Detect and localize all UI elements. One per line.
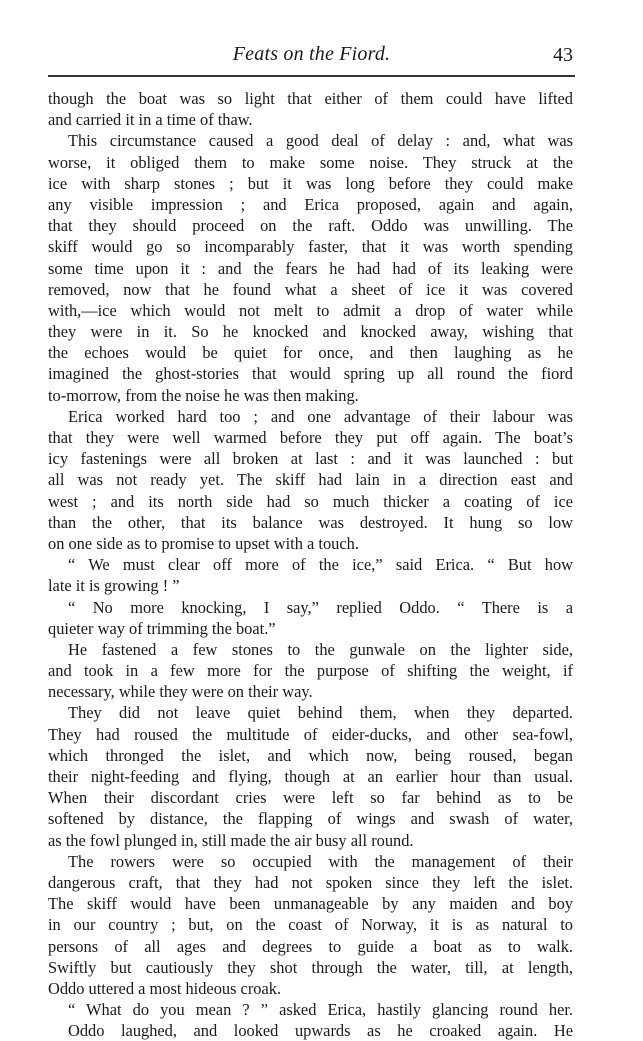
text-line: “ We must clear off more of the ice,” said Erica. “ But how (68, 555, 573, 575)
text-line: though the boat was so light that either of them could have lifted (48, 89, 573, 108)
text-line: This circumstance caused a good deal of delay : and, what was (68, 131, 573, 151)
text-line: “ No more knocking, I say,” replied Oddo. “ There is a (68, 597, 573, 617)
text-line: and carried it in a time of thaw. (48, 110, 253, 130)
text-line: with,—ice which would not melt to admit a drop of water while (48, 300, 573, 320)
text-line: and took in a few more for the purpose of shifting the weight, if (48, 661, 573, 681)
text-line: Swiftly but cautiously they shot through the water, till, at length, (48, 957, 573, 977)
text-line: removed, now that he found what a sheet of ice it was covered (48, 279, 573, 299)
header-rule (48, 75, 575, 77)
text-line: He fastened a few stones to the gunwale on the lighter side, (68, 639, 573, 659)
page-number: 43 (553, 44, 573, 66)
text-line: west ; and its north side had so much thicker a coating of ice (48, 491, 573, 511)
text-line: When their discordant cries were left so far behind as to be (48, 788, 573, 808)
text-line: that they should proceed on the raft. Oddo was unwilling. The (48, 216, 573, 236)
text-line: in our country ; but, on the coast of Norway, it is as natural to (48, 915, 573, 935)
text-line: late it is growing ! ” (48, 576, 180, 596)
text-line: the echoes would be quiet for once, and then laughing as he (48, 343, 573, 363)
text-line: ice with sharp stones ; but it was long before they could make (48, 173, 573, 193)
page-header (48, 40, 575, 80)
text-line: The rowers were so occupied with the management of their (68, 851, 573, 871)
text-line: quieter way of trimming the boat.” (48, 618, 276, 638)
text-line: necessary, while they were on their way. (48, 682, 313, 702)
text-line: The skiff would have been unmanageable by any maiden and boy (48, 894, 573, 914)
text-line: softened by distance, the flapping of wings and swash of water, (48, 809, 573, 829)
text-line: dangerous craft, that they had not spoken since they left the islet. (48, 872, 573, 892)
text-line: Erica worked hard too ; and one advantage of their labour was (68, 406, 573, 426)
text-line: Oddo laughed, and looked upwards as he croaked again. He (68, 1021, 573, 1041)
text-line: than the other, that its balance was destroyed. It hung so low (48, 512, 573, 532)
text-line: Oddo uttered a most hideous croak. (48, 978, 282, 998)
text-line: some time upon it : and the fears he had had of its leaking were (48, 258, 573, 278)
text-line: “ What do you mean ? ” asked Erica, hastily glancing round her. (68, 1000, 573, 1020)
text-line: They had roused the multitude of eider-ducks, and other sea-fowl, (48, 724, 573, 744)
text-line: skiff would go so incomparably faster, that it was worth spending (48, 237, 573, 257)
text-line: They did not leave quiet behind them, when they departed. (68, 703, 573, 723)
text-line: their night-feeding and flying, though at an earlier hour than usual. (48, 767, 573, 786)
running-head: Feats on the Fiord. (232, 43, 391, 65)
text-line: that they were well warmed before they put off again. The boat’s (48, 428, 573, 447)
text-line: on one side as to promise to upset with a touch. (48, 533, 359, 553)
text-line: persons of all ages and degrees to guide a boat as to walk. (48, 936, 573, 956)
text-line: they were in it. So he knocked and knocked away, wishing that (48, 322, 573, 342)
text-line: imagined the ghost-stories that would spring up all round the fiord (48, 364, 573, 384)
text-line: any visible impression ; and Erica proposed, again and again, (48, 194, 573, 214)
text-line: to-morrow, from the noise he was then making. (48, 385, 359, 405)
text-line: which thronged the islet, and which now, being roused, began (48, 745, 573, 765)
text-line: icy fastenings were all broken at last : and it was launched : but (48, 449, 573, 469)
text-line: worse, it obliged them to make some noise. They struck at the (48, 152, 573, 172)
body-text (48, 88, 573, 1041)
text-line: all was not ready yet. The skiff had lain in a direction east and (48, 470, 573, 490)
text-line: as the fowl plunged in, still made the air busy all round. (48, 830, 414, 850)
